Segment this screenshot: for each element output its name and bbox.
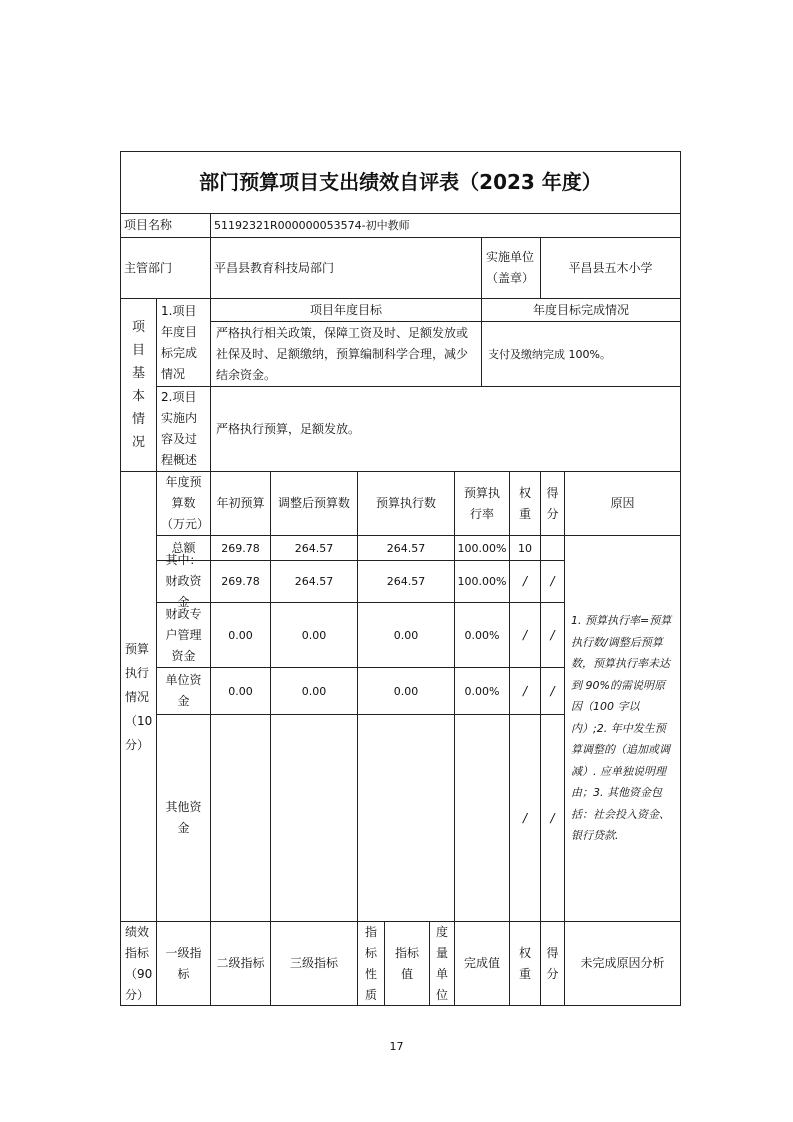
impl-text: 严格执行预算，足额发放。 — [210, 386, 681, 472]
perf-header-target: 指标值 — [384, 921, 430, 1006]
budget-row-score: / — [540, 602, 565, 668]
budget-row-rate: 100.00% — [454, 560, 510, 603]
perf-header-nature: 指标性质 — [357, 921, 385, 1006]
budget-row-score: / — [540, 667, 565, 715]
budget-section-label: 预算执行情况（10分） — [120, 471, 157, 922]
budget-row-weight: / — [509, 602, 541, 668]
budget-row-executed — [357, 714, 455, 922]
budget-header-executed: 预算执行数 — [357, 471, 455, 536]
budget-row-rate: 100.00% — [454, 535, 510, 561]
performance-section-label: 绩效指标（90分） — [120, 921, 157, 1006]
budget-header-initial: 年初预算 — [210, 471, 271, 536]
budget-row-adjusted — [270, 714, 358, 922]
budget-row-adjusted: 264.57 — [270, 560, 358, 603]
budget-row-adjusted: 0.00 — [270, 602, 358, 668]
dept-value: 平昌县教育科技局部门 — [210, 237, 482, 299]
budget-row-score: / — [540, 714, 565, 922]
project-name-label: 项目名称 — [120, 213, 211, 238]
perf-header-level1: 一级指标 — [156, 921, 211, 1006]
form-title: 部门预算项目支出绩效自评表（2023 年度） — [120, 151, 681, 214]
perf-header-level3: 三级指标 — [270, 921, 358, 1006]
budget-header-reason: 原因 — [564, 471, 681, 536]
budget-row-weight: / — [509, 667, 541, 715]
completion-header: 年度目标完成情况 — [481, 298, 681, 322]
budget-row-executed: 264.57 — [357, 560, 455, 603]
budget-row-executed: 0.00 — [357, 602, 455, 668]
perf-header-reason: 未完成原因分析 — [564, 921, 681, 1006]
budget-row-weight: 10 — [509, 535, 541, 561]
budget-row-initial: 0.00 — [210, 667, 271, 715]
budget-row-rate — [454, 714, 510, 922]
budget-row-score: / — [540, 560, 565, 603]
perf-header-actual: 完成值 — [454, 921, 510, 1006]
budget-row-executed: 264.57 — [357, 535, 455, 561]
budget-row-name: 单位资金 — [156, 667, 211, 715]
goal-header: 项目年度目标 — [210, 298, 482, 322]
project-name-value: 51192321R000000053574-初中教师 — [210, 213, 681, 238]
perf-header-unit: 度量单位 — [429, 921, 455, 1006]
budget-row-rate: 0.00% — [454, 667, 510, 715]
impl-unit-value: 平昌县五木小学 — [540, 237, 681, 299]
budget-row-initial: 269.78 — [210, 560, 271, 603]
perf-header-weight: 权重 — [509, 921, 541, 1006]
completion-text: 支付及缴纳完成 100%。 — [481, 321, 681, 387]
perf-header-level2: 二级指标 — [210, 921, 271, 1006]
page-number: 17 — [389, 1040, 404, 1053]
perf-header-score: 得分 — [540, 921, 565, 1006]
budget-row-initial — [210, 714, 271, 922]
budget-header-weight: 权重 — [509, 471, 541, 536]
budget-row-name: 总额 — [156, 535, 211, 561]
budget-header-adjusted: 调整后预算数 — [270, 471, 358, 536]
budget-row-executed: 0.00 — [357, 667, 455, 715]
impl-label: 2.项目实施内容及过程概述 — [156, 386, 211, 472]
budget-reason-note: 1. 预算执行率=预算执行数/调整后预算数，预算执行率未达到 90%的需说明原因（100 字以内）;2. 年中发生预算调整的（追加或调减）. 应单独说明理由；3. 其他资金包括：社会投入资金、银行贷款. — [564, 535, 681, 922]
budget-row-adjusted: 264.57 — [270, 535, 358, 561]
budget-row-name: 其他资金 — [156, 714, 211, 922]
budget-row-initial: 269.78 — [210, 535, 271, 561]
budget-row-weight: / — [509, 560, 541, 603]
budget-header-rate: 预算执行率 — [454, 471, 510, 536]
impl-unit-label: 实施单位 （盖章） — [481, 237, 541, 299]
budget-row-adjusted: 0.00 — [270, 667, 358, 715]
budget-header-score: 得分 — [540, 471, 565, 536]
budget-row-name: 其中：财政资金 — [156, 560, 211, 603]
budget-row-initial: 0.00 — [210, 602, 271, 668]
budget-row-name: 财政专户管理资金 — [156, 602, 211, 668]
budget-row-rate: 0.00% — [454, 602, 510, 668]
goal-text: 严格执行相关政策，保障工资及时、足额发放或社保及时、足额缴纳，预算编制科学合理，减少结余资金。 — [210, 321, 482, 387]
goal-label: 1.项目年度目标完成情况 — [156, 298, 211, 387]
basic-section-label: 项目基本情况 — [120, 298, 157, 472]
budget-row-score — [540, 535, 565, 561]
budget-header-annual: 年度预算数（万元） — [156, 471, 211, 536]
budget-row-weight: / — [509, 714, 541, 922]
dept-label: 主管部门 — [120, 237, 211, 299]
